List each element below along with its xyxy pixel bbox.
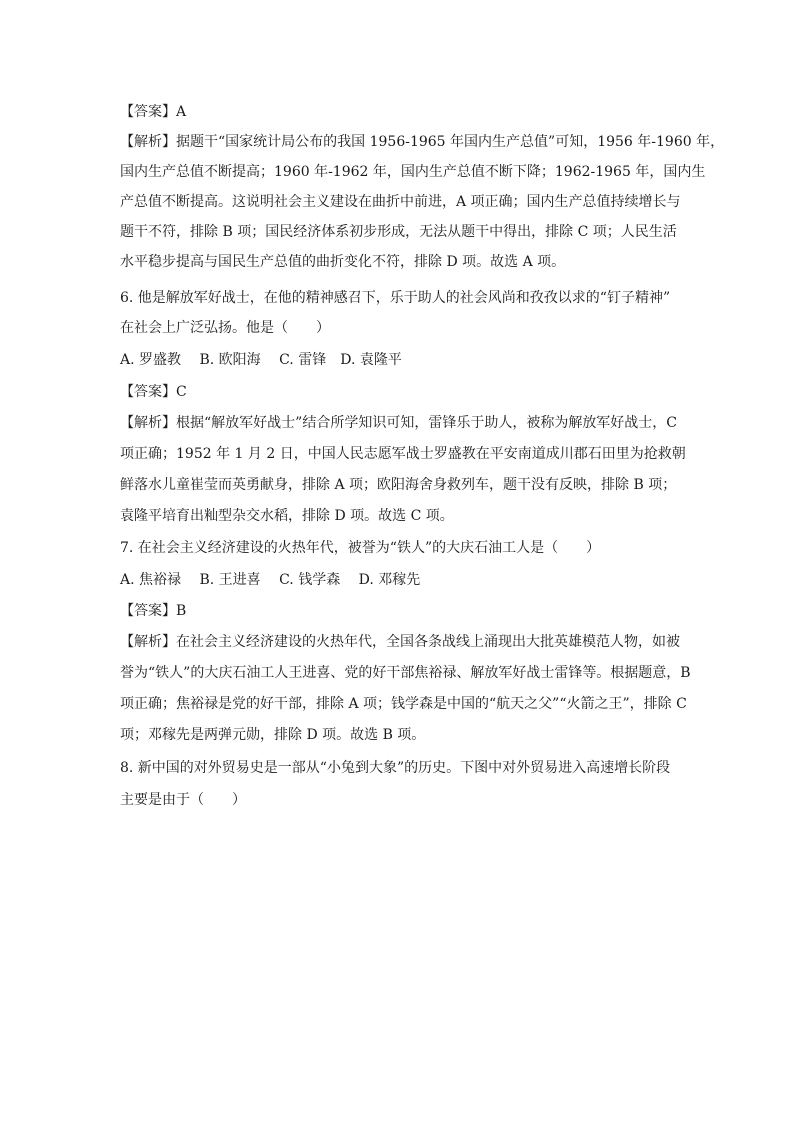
q7-options: A. 焦裕禄 B. 王进喜 C. 钱学森 D. 邓稼先: [120, 572, 421, 588]
q6-answer: 【答案】C: [120, 384, 187, 400]
q7-answer: 【答案】B: [120, 603, 187, 619]
q7-analysis-line: 项正确；焦裕禄是党的好干部，排除 A 项；钱学森是中国的“航天之父”“火箭之王”，排除 C: [120, 696, 687, 712]
q5-analysis-line: 产总值不断提高。这说明社会主义建设在曲折中前进，A 项正确；国内生产总值持续增长与: [120, 194, 681, 210]
q6-analysis-line: 鲜落水儿童崔莹而英勇献身，排除 A 项；欧阳海舍身救列车，题干没有反映，排除 B 项；: [120, 477, 677, 493]
q6-analysis-line: 项正确；1952 年 1 月 2 日，中国人民志愿军战士罗盛教在平安南道成川郡石田里为抢救朝: [120, 446, 686, 462]
q6-analysis-line: 【解析】根据“解放军好战士”结合所学知识可知，雷锋乐于助人，被称为解放军好战士，C: [120, 415, 678, 431]
q6-stem-line: 在社会上广泛弘扬。他是（ ）: [120, 320, 330, 336]
q5-analysis-line: 【解析】据题干“国家统计局公布的我国 1956-1965 年国内生产总值”可知，1956 年-1960 年，: [120, 134, 725, 150]
q7-stem-line: 7. 在社会主义经济建设的火热年代，被誉为“铁人”的大庆石油工人是（ ）: [120, 540, 601, 556]
q8-stem-line: 8. 新中国的对外贸易史是一部从“小兔到大象”的历史。下图中对外贸易进入高速增长阶段: [120, 760, 671, 776]
q6-options: A. 罗盛教 B. 欧阳海 C. 雷锋 D. 袁隆平: [120, 352, 402, 368]
q5-analysis-line: 水平稳步提高与国民生产总值的曲折变化不符，排除 D 项。故选 A 项。: [120, 254, 566, 270]
q6-stem-line: 6. 他是解放军好战士，在他的精神感召下，乐于助人的社会风尚和孜孜以求的“钉子精神”: [120, 290, 671, 306]
q5-answer: 【答案】A: [120, 104, 187, 120]
q8-stem-line: 主要是由于（ ）: [120, 792, 246, 808]
q7-analysis-line: 【解析】在社会主义经济建设的火热年代，全国各条战线上涌现出大批英雄模范人物，如被: [120, 634, 680, 650]
q6-analysis-line: 袁隆平培育出籼型杂交水稻，排除 D 项。故选 C 项。: [120, 508, 454, 524]
q7-analysis-line: 誉为“铁人”的大庆石油工人王进喜、党的好干部焦裕禄、解放军好战士雷锋等。根据题意，B: [120, 665, 691, 681]
q7-analysis-line: 项；邓稼先是两弹元勋，排除 D 项。故选 B 项。: [120, 727, 426, 743]
q5-analysis-line: 国内生产总值不断提高；1960 年-1962 年，国内生产总值不断下降；1962-1965 年，国内生: [120, 164, 706, 180]
q5-analysis-line: 题干不符，排除 B 项；国民经济体系初步形成，无法从题干中得出，排除 C 项；人民生活: [120, 224, 677, 240]
